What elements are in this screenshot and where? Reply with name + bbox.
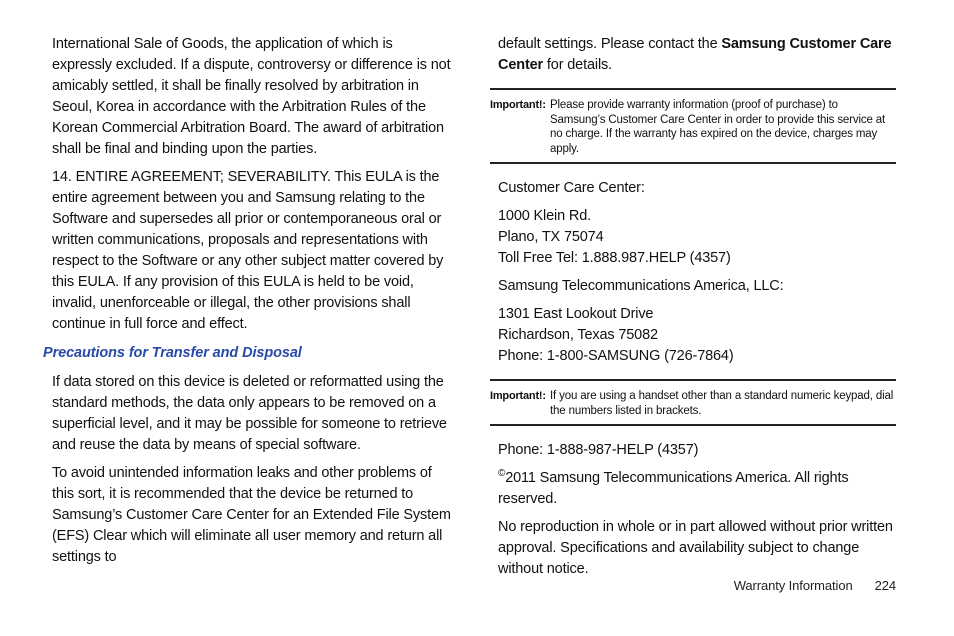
address-line: Richardson, Texas 75082 [498, 327, 658, 343]
copyright-notice [498, 468, 898, 510]
contact-text-prefix: default settings. Please contact the [498, 36, 722, 52]
phone-help-line: Phone: 1-888-987-HELP (4357) [498, 442, 699, 458]
care-center-bold: Samsung Customer Care Center [498, 36, 892, 73]
footer-section-title: Warranty Information [733, 578, 853, 593]
address-block-plano [498, 206, 898, 269]
address-line: Plano, TX 75074 [498, 229, 604, 245]
paragraph-efs-clear: To avoid unintended information leaks and other problems of this sort, it is recommended that the device be returned to Samsung’s Customer Care Center for an Extended File System (EFS) Clear which will eliminate all user memory and return all settings to [52, 465, 451, 565]
page-footer [734, 578, 896, 593]
reproduction-notice: No reproduction in whole or in part allowed without prior written approval. Specifications and availability subject to change without notice. [498, 519, 893, 577]
important-label: Important!: [490, 99, 546, 111]
important-note-warranty [490, 88, 896, 164]
care-center-label: Customer Care Center: [498, 180, 645, 196]
company-name: Samsung Telecommunications America, LLC: [498, 278, 784, 294]
address-block-richardson [498, 304, 898, 367]
important-note-keypad [490, 379, 896, 426]
paragraph-contact-care-center [498, 34, 898, 76]
important-text: Please provide warranty information (proof of purchase) to Samsung’s Customer Care Center in order to provide this service at no charge. If the warranty has expired on the device, charges may apply. [550, 99, 886, 155]
page-number: 224 [874, 578, 896, 593]
right-column [490, 34, 898, 580]
left-column [43, 34, 452, 568]
paragraph-arbitration: International Sale of Goods, the application of which is expressly excluded. If a dispute, controversy or difference is not amicably settled, it shall be finally resolved by arbitration in Seoul, Korea in accordance with the Arbitration Rules of the Korean Commercial Arbitration Board. The award of arbitration shall be final and binding upon the parties. [52, 36, 451, 157]
copyright-symbol: © [498, 468, 506, 480]
address-line: 1301 East Lookout Drive [498, 306, 654, 322]
section-heading-precautions: Precautions for Transfer and Disposal [43, 345, 302, 361]
important-label: Important!: [490, 390, 546, 402]
contact-text-suffix: for details. [543, 57, 613, 73]
paragraph-entire-agreement: 14. ENTIRE AGREEMENT; SEVERABILITY. This EULA is the entire agreement between you and Samsung relating to the Software and supersedes all prior or contemporaneous oral or written communications, proposals and representations with respect to the Software or any other subject matter covered by this EULA. If any provision of this EULA is held to be void, invalid, unenforceable or illegal, the other provisions shall continue in full force and effect. [52, 169, 444, 332]
phone-line: Toll Free Tel: 1.888.987.HELP (4357) [498, 250, 731, 266]
important-text: If you are using a handset other than a standard numeric keypad, dial the numbers listed in brackets. [550, 390, 894, 417]
paragraph-data-deletion: If data stored on this device is deleted or reformatted using the standard methods, the data only appears to be removed on a superficial level, and it may be possible for someone to retrieve and reuse the data by means of special software. [52, 374, 447, 453]
address-line: 1000 Klein Rd. [498, 208, 592, 224]
copyright-text: 2011 Samsung Telecommunications America. All rights reserved. [498, 470, 849, 507]
phone-line: Phone: 1-800-SAMSUNG (726-7864) [498, 348, 734, 364]
